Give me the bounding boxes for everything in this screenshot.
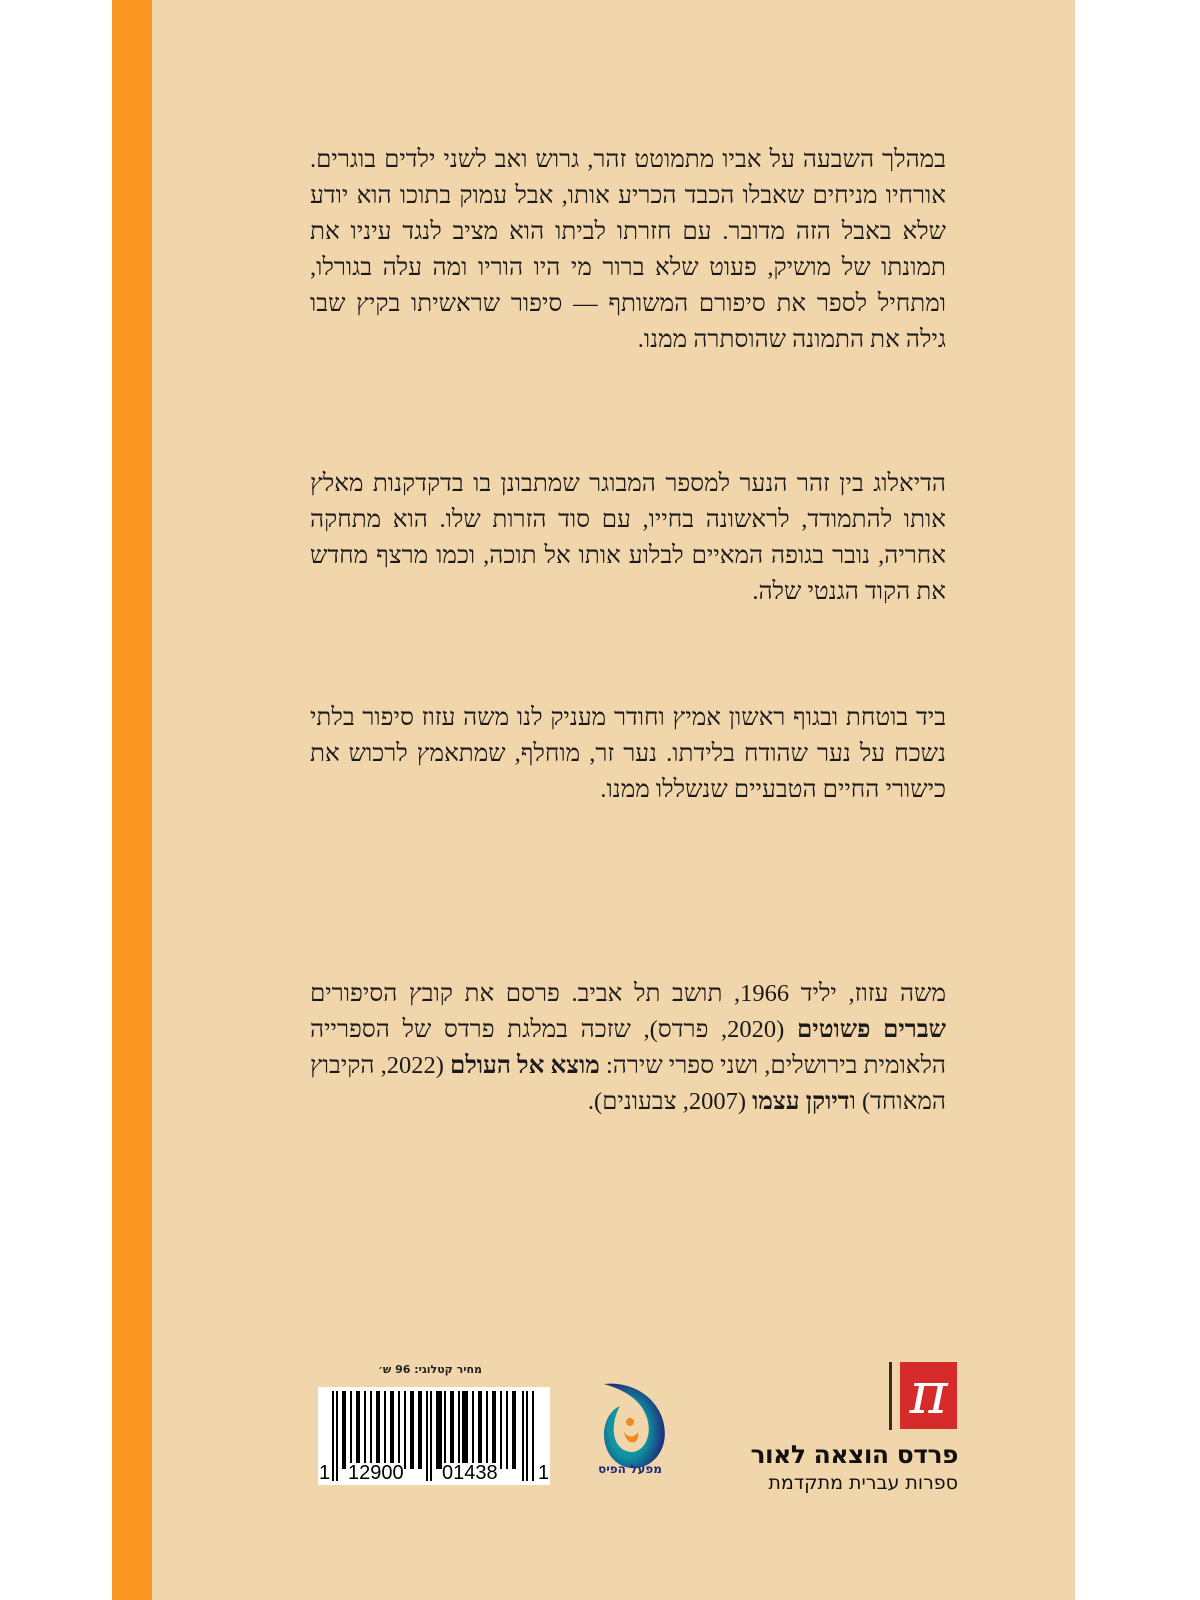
- bio-text: משה עזוז, יליד 1966, תושב תל אביב. פרסם את קובץ הסיפורים: [310, 980, 946, 1007]
- barcode-digits: [318, 1461, 550, 1483]
- barcode-digit-group-2: 01438: [442, 1462, 498, 1484]
- pi-logo-icon: π: [900, 1362, 957, 1429]
- bio-text: (2020, פרדס), שזכה במלגת פרדס של הספרייה הלאומית בירושלים, ושני ספרי שירה:: [310, 1016, 947, 1079]
- barcode-digit-group-1: 12900: [348, 1462, 404, 1484]
- publisher-divider: [889, 1362, 892, 1430]
- printer-name: מפעל הפיס: [598, 1462, 662, 1476]
- blurb-paragraph-2: [310, 466, 946, 610]
- publisher-name: פרדס הוצאה לאור: [750, 1440, 958, 1469]
- author-bio-text: [310, 976, 946, 1120]
- blurb-paragraph-1: [310, 142, 946, 358]
- bio-text: (2022, הקיבוץ המאוחד) ו: [310, 1052, 946, 1115]
- author-bio: [310, 976, 946, 1120]
- book-title: מוצא אל העולם: [450, 1052, 600, 1079]
- barcode-digit-left: 1: [319, 1462, 331, 1484]
- blurb-text: הדיאלוג בין זהר הנער למספר המבוגר שמתבונן בו בדקדקנות מאלץ אותו להתמודד, לראשונה בחייו, עם סוד הזרות שלו. הוא מתחקה אחריה, נובר בגופה המאיים לבלוע אותו אל תוכה, וכמו מרצף מחדש את הקוד הגנטי שלה.: [310, 470, 946, 605]
- catalog-price: מחיר קטלוגי: 96 ש׳: [378, 1363, 482, 1376]
- bio-text: (2007, צבעונים).: [587, 1088, 753, 1115]
- blurb-text: ביד בוטחת ובגוף ראשון אמיץ וחודר מעניק לנו משה עזוז סיפור בלתי נשכח על נער שהודח בלידתו. נער זר, מוחלף, שמתאמץ לרכוש את כישורי החיים הטבעיים שנשללו ממנו.: [310, 704, 946, 803]
- barcode-digit-right: 1: [538, 1462, 550, 1484]
- blurb-paragraph-3: [310, 700, 946, 808]
- publisher-tagline: ספרות עברית מתקדמת: [768, 1472, 958, 1494]
- book-spine-strip: [112, 0, 152, 1600]
- barcode: [318, 1387, 550, 1485]
- blurb-text: במהלך השבעה על אביו מתמוטט זהר, גרוש ואב לשני ילדים בוגרים. אורחיו מניחים שאבלו הכבד הכריע אותו, אבל עמוק בתוכו הוא יודע שלא באבל הזה מדובר. עם חזרתו לביתו הוא מציב לנגד עיניו את תמונתו של מושיק, פעוט שלא ברור מי היו הוריו ומה עלה בגורלו, ומתחיל לספר את סיפורם המשותף — סיפור שראשיתו בקיץ שבו גילה את התמונה שהוסתרה ממנו.: [310, 146, 946, 353]
- book-title: דיוקן עצמו: [752, 1088, 850, 1115]
- book-title: שברים פשוטים: [796, 1016, 946, 1043]
